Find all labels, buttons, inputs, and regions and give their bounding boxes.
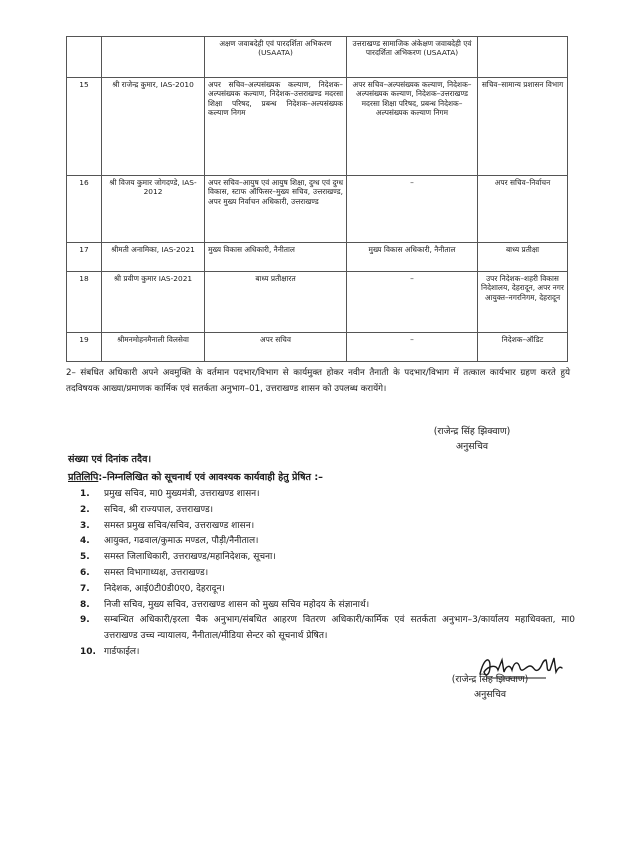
reference-line: संख्या एवं दिनांक तदैव।	[68, 454, 152, 465]
signatory-name: (राजेन्द्र सिंह झिक्वाण)	[451, 674, 529, 685]
relieved-post-cell: –	[347, 272, 478, 333]
new-post-cell: उपर निदेशक–शहरी विकास निदेशालय, देहरादून, अपर नगर आयुक्त–नगरनिगम, देहरादून	[478, 272, 568, 333]
officer-name-cell: श्री प्रवीण कुमार IAS-2021	[102, 272, 205, 333]
signatory-designation: अनुसचिव	[455, 441, 489, 452]
list-item	[80, 566, 575, 582]
item-number: 2.	[80, 504, 90, 515]
item-number: 4.	[80, 536, 90, 547]
officer-name-cell: श्री विजय कुमार जोगदण्डे, IAS-2012	[102, 176, 205, 243]
recipient-list	[80, 487, 575, 661]
item-number: 1.	[80, 489, 90, 499]
new-post-cell: बाध्य प्रतीक्षा	[478, 243, 568, 272]
serial-cell: 18	[67, 272, 102, 333]
table-row	[67, 176, 568, 243]
list-item	[80, 613, 575, 645]
table-row	[67, 272, 568, 333]
serial-cell	[67, 37, 102, 78]
relieved-post-cell: अपर सचिव–अल्पसंख्यक कल्याण, निदेशक–अल्पसंख्यक कल्याण, निदेशक–उत्तराखण्ड मदरसा शिक्षा परिषद, प्रबन्ध निदेशक–अल्पसंख्यक कल्याण निगम	[347, 78, 478, 176]
list-item	[80, 503, 575, 519]
serial-cell: 17	[67, 243, 102, 272]
current-post-cell: अक्षण जवाबदेही एवं पारदर्शिता अभिकरण (USAATA)	[205, 37, 347, 78]
item-number: 8.	[80, 599, 90, 610]
item-text: निजी सचिव, मुख्य सचिव, उत्तराखण्ड शासन को मुख्य सचिव महोदय के संज्ञानार्थ।	[104, 599, 370, 610]
current-post-cell: मुख्य विकास अधिकारी, नैनीताल	[205, 243, 347, 272]
current-post-cell: अपर सचिव	[205, 333, 347, 362]
list-item	[80, 550, 575, 566]
table-row	[67, 333, 568, 362]
current-post-cell: बाध्य प्रतीक्षारत	[205, 272, 347, 333]
officer-name-cell: श्री राजेन्द्र कुमार, IAS-2010	[102, 78, 205, 176]
list-item	[80, 582, 575, 598]
new-post-cell: निदेशक–ऑडिट	[478, 333, 568, 362]
table-row	[67, 78, 568, 176]
signatory-name: (राजेन्द्र सिंह झिक्वाण)	[433, 426, 511, 437]
copy-to-heading	[68, 470, 323, 483]
officer-name-cell	[102, 37, 205, 78]
current-post-cell: अपर सचिव–अल्पसंख्यक कल्याण, निदेशक–अल्पसंख्यक कल्याण, निदेशक–उत्तराखण्ड मदरसा शिक्षा परिषद, प्रबन्ध निदेशक–अल्पसंख्यक कल्याण निगम	[205, 78, 347, 176]
transfer-table	[66, 36, 568, 362]
copy-to-label: प्रतिलिपि	[68, 472, 99, 483]
list-item	[80, 519, 575, 535]
item-text: गार्डफाईल।	[104, 646, 140, 657]
new-post-cell	[478, 37, 568, 78]
new-post-cell: अपर सचिव–निर्वाचन	[478, 176, 568, 243]
relieved-post-cell: –	[347, 176, 478, 243]
officer-name-cell: श्रीमती अनामिका, IAS-2021	[102, 243, 205, 272]
list-item	[80, 487, 575, 503]
instruction-paragraph: 2– संबधित अधिकारी अपने अवमुक्ति के वर्तमान पदभार/विभाग से कार्यमुक्त होकर नवीन तैनाती के पदभार/विभाग में तत्काल कार्यभार ग्रहण करते हुये तदविषयक आख्या/प्रमाणक कार्मिक एवं सतर्कता अनुभाग–01, उत्तराखण्ड शासन को उपलब्ध करायेंगे।	[66, 368, 570, 394]
serial-cell: 15	[67, 78, 102, 176]
relieved-post-cell: उत्तराखण्ड सामाजिक अंकेक्षण जवाबदेही एवं पारदर्शिता अभिकरण (USAATA)	[347, 37, 478, 78]
item-text: समस्त प्रमुख सचिव/सचिव, उत्तराखण्ड शासन।	[104, 520, 255, 531]
signatory-designation: अनुसचिव	[473, 689, 507, 700]
list-item	[80, 534, 575, 550]
item-number: 3.	[80, 520, 90, 531]
signatory-block-copy	[420, 672, 560, 702]
relieved-post-cell: मुख्य विकास अधिकारी, नैनीताल	[347, 243, 478, 272]
serial-cell: 16	[67, 176, 102, 243]
current-post-cell: अपर सचिव–आयुष एवं आयुष शिक्षा, दुग्ध एवं दुग्ध विकास, स्टाफ ऑफिसर–मुख्य सचिव, उत्तराखण्ड, अपर मुख्य निर्वाचन अधिकारी, उत्तराखण्ड	[205, 176, 347, 243]
copy-to-text: :–निम्नलिखित को सूचनार्थ एवं आवश्यक कार्यवाही हेतु प्रेषित :–	[98, 472, 323, 483]
item-text: निदेशक, आई0टी0डी0ए0, देहरादून।	[104, 583, 225, 594]
relieved-post-cell: –	[347, 333, 478, 362]
table-row	[67, 243, 568, 272]
item-text: सम्बन्धित अधिकारी/इरला चैक अनुभाग/संबधित आहरण वितरण अधिकारी/कार्मिक एवं सतर्कता अनुभाग–3/कार्यालय महाधिवक्ता, मा0 उत्तराखण्ड उच्च न्यायालय, नैनीताल/मीडिया सेन्टर को सूचनार्थ प्रेषित।	[104, 615, 575, 642]
table-row	[67, 37, 568, 78]
item-text: सचिव, श्री राज्यपाल, उत्तराखण्ड।	[104, 504, 214, 515]
item-number: 6.	[80, 567, 90, 578]
item-number: 10.	[80, 646, 96, 657]
list-item	[80, 598, 575, 614]
item-number: 9.	[80, 615, 90, 626]
item-text: समस्त विभागाध्यक्ष, उत्तराखण्ड।	[104, 567, 209, 578]
item-text: समस्त जिलाधिकारी, उत्तराखण्ड/महानिदेशक, सूचना।	[104, 552, 276, 563]
item-number: 7.	[80, 583, 90, 594]
item-number: 5.	[80, 552, 90, 563]
new-post-cell: सचिव–सामान्य प्रशासन विभाग	[478, 78, 568, 176]
item-text: आयुक्त, गढवाल/कुमाऊ मण्डल, पौड़ी/नैनीताल।	[104, 536, 259, 547]
serial-cell: 19	[67, 333, 102, 362]
officer-name-cell: श्रीमनमोहनमैनाली विलसेवा	[102, 333, 205, 362]
item-text: प्रमुख सचिव, मा0 मुख्यमंत्री, उत्तराखण्ड शासन।	[104, 489, 260, 499]
signatory-block	[402, 424, 542, 454]
